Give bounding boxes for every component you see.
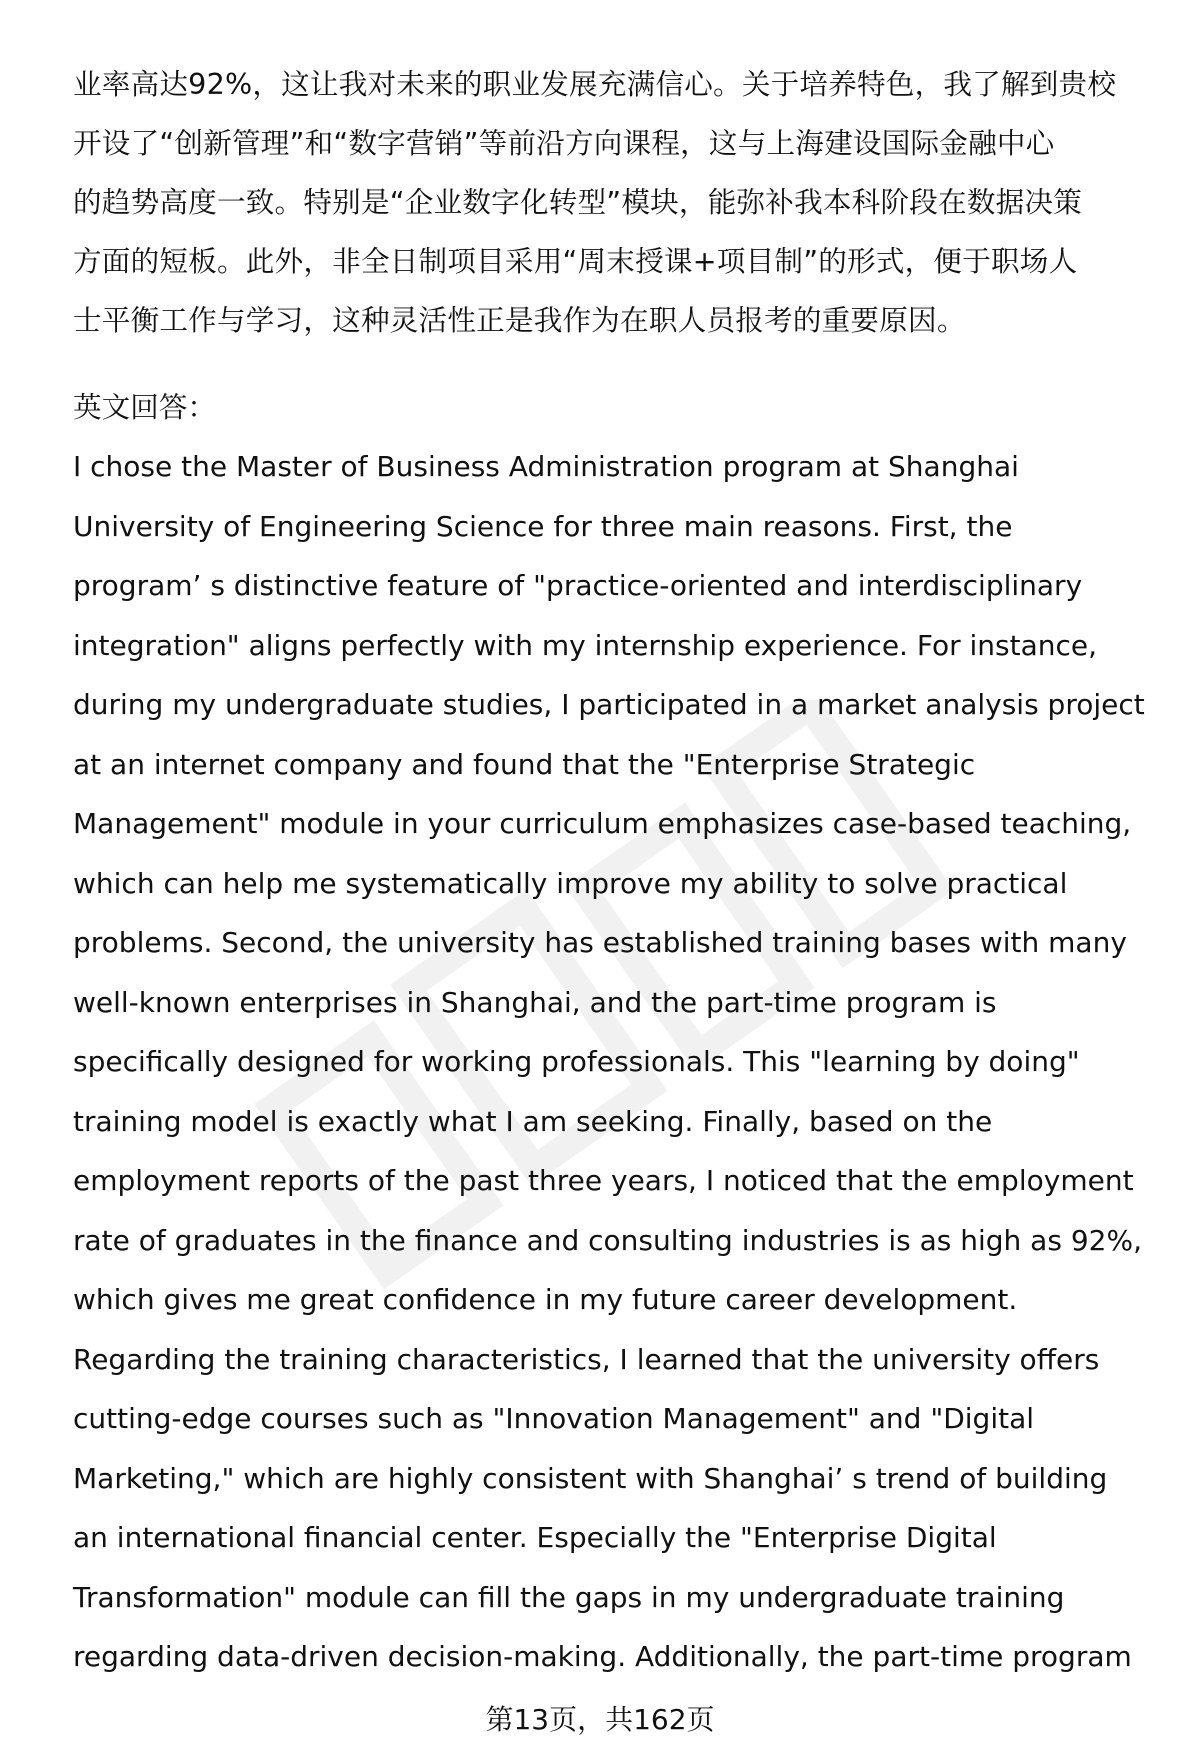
text-line: integration" aligns perfectly with my internship experience. For instance, xyxy=(73,628,1098,662)
text-line: Transformation" module can fill the gaps in my undergraduate training xyxy=(73,1580,1065,1614)
text-line: 业率高达92%，这让我对未来的职业发展充满信心。关于培养特色，我了解到贵校 xyxy=(73,67,1117,101)
text-line: an international financial center. Especially the "Enterprise Digital xyxy=(73,1521,997,1554)
english-paragraph xyxy=(73,437,1163,1687)
chinese-paragraph xyxy=(73,55,1158,350)
text-line: program’ s distinctive feature of "practice-oriented and interdisciplinary xyxy=(73,569,1083,602)
page-number-footer: 第13页，共162页 xyxy=(485,1703,715,1736)
text-line: during my undergraduate studies, I participated in a market analysis project xyxy=(73,688,1145,721)
text-line: 士平衡工作与学习，这种灵活性正是我作为在职人员报考的重要原因。 xyxy=(73,303,966,337)
text-line: Management" module in your curriculum emphasizes case-based teaching, xyxy=(73,807,1132,840)
text-line: 方面的短板。此外，非全日制项目采用“周末授课+项目制”的形式，便于职场人 xyxy=(73,244,1078,278)
text-line: Marketing," which are highly consistent with Shanghai’ s trend of building xyxy=(73,1461,1108,1495)
text-line: 的趋势高度一致。特别是“企业数字化转型”模块，能弥补我本科阶段在数据决策 xyxy=(73,185,1083,219)
text-line: which gives me great confidence in my future career development. xyxy=(73,1283,1018,1316)
text-line: 开设了“创新管理”和“数字营销”等前沿方向课程，这与上海建设国际金融中心 xyxy=(73,126,1055,160)
text-line: regarding data-driven decision-making. Additionally, the part-time program xyxy=(73,1640,1132,1673)
text-line: training model is exactly what I am seeking. Finally, based on the xyxy=(73,1104,993,1138)
text-line: specifically designed for working professionals. This "learning by doing" xyxy=(73,1045,1080,1078)
text-line: University of Engineering Science for three main reasons. First, the xyxy=(73,509,1013,543)
text-line: at an internet company and found that the "Enterprise Strategic xyxy=(73,747,976,781)
text-line: rate of graduates in the finance and consulting industries is as high as 92%, xyxy=(73,1223,1142,1257)
text-line: cutting-edge courses such as "Innovation Management" and "Digital xyxy=(73,1402,1035,1435)
text-line: I chose the Master of Business Administration program at Shanghai xyxy=(73,450,1019,483)
text-line: employment reports of the past three years, I noticed that the employment xyxy=(73,1164,1134,1197)
text-line: problems. Second, the university has established training bases with many xyxy=(73,926,1127,959)
text-line: which can help me systematically improve my ability to solve practical xyxy=(73,866,1068,900)
text-line: well-known enterprises in Shanghai, and the part-time program is xyxy=(73,985,997,1019)
english-answer-heading: 英文回答： xyxy=(73,390,216,424)
text-line: Regarding the training characteristics, I learned that the university offers xyxy=(73,1342,1100,1376)
